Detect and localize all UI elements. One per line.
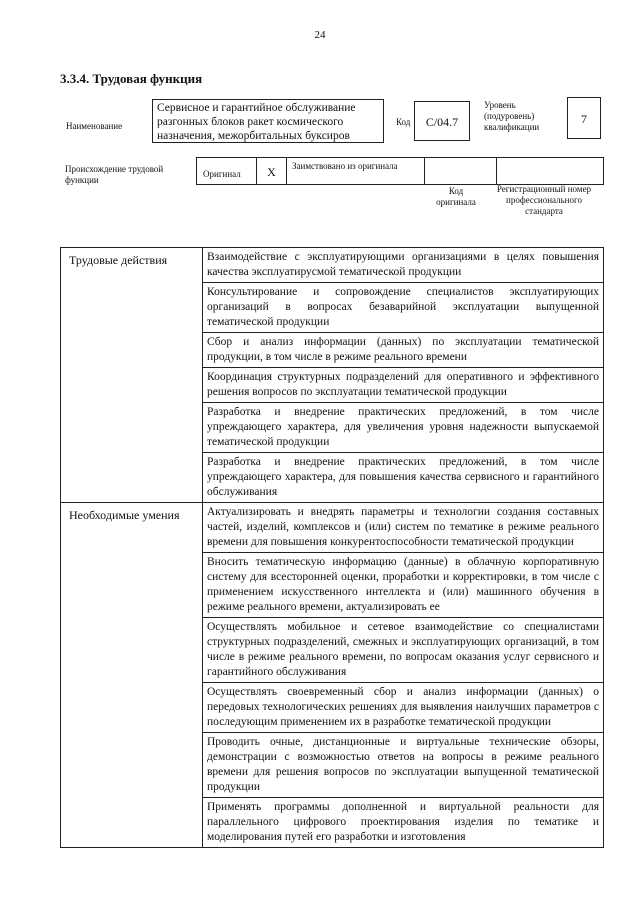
original-mark: X (257, 158, 287, 184)
table-row: Консультирование и сопровождение специалистов эксплуатирующих организаций в вопросах безаварийной эксплуатации выпущенной тематической продукции (203, 283, 603, 333)
code-value: C/04.7 (414, 101, 470, 141)
code-original-caption: Код оригинала (436, 186, 476, 207)
table-row: Разработка и внедрение практических предложений, в том числе упреждающего характера, для увеличения уровня надежности выпускаемой тематической продукции (203, 403, 603, 453)
level-value: 7 (567, 97, 601, 139)
table-row: Координация структурных подразделений для оперативного и эффективного решения вопросов по эксплуатации тематической продукции (203, 368, 603, 403)
table-row: Проводить очные, дистанционные и виртуальные технические обзоры, демонстрации с возможностью ответов на вопросы в режиме реального времени для решения вопросов по эксплуатации выпущенной тематической продукции (203, 733, 603, 798)
function-table (60, 247, 604, 848)
table-row: Применять программы дополненной и виртуальной реальности для параллельного цифрового проектирования изделия по тематике и моделирования путей его разработки и изготовления (207, 801, 599, 843)
borrowed-label: Заимствовано из оригинала (287, 158, 425, 184)
table-row: Осуществлять мобильное и сетевое взаимодействие со специалистами структурных подразделений, смежных и эксплуатирующих организаций, в том числе в режиме реального времени, по вопросам оказания услуг сервисного и гарантийного обслуживания (203, 618, 603, 683)
level-label: Уровень (подуровень) квалификации (484, 100, 540, 132)
origin-reg-cell (497, 158, 603, 184)
section-title: 3.3.4. Трудовая функция (60, 71, 203, 86)
table-row: Вносить тематическую информацию (данные) в облачную корпоративную систему для всесторонней оценки, проработки и корректировки, в том числе с применением искусственного интеллекта и (или) машинного обучения в режиме реального времени, актуализировать ее (203, 553, 603, 618)
group-label: Трудовые действия (61, 248, 203, 502)
group-items (203, 248, 603, 502)
name-label: Наименование (66, 121, 123, 131)
page-number: 24 (314, 29, 326, 41)
code-label: Код (396, 117, 411, 127)
group-items (203, 503, 603, 847)
origin-code-cell (425, 158, 497, 184)
table-row: Взаимодействие с эксплуатирующими организациями в целях повышения качества эксплуатирусмой тематической продукции (203, 248, 603, 283)
original-label: Оригинал (197, 158, 257, 184)
table-row: Сбор и анализ информации (данных) по эксплуатации тематической продукции, в том числе в режиме реального времени (203, 333, 603, 368)
function-name-value: Сервисное и гарантийное обслуживание разгонных блоков ракет космического назначения, межорбитальных буксиров (152, 99, 384, 143)
table-row: Осуществлять своевременный сбор и анализ информации (данных) о передовых технологических решениях для выявления наилучших параметров с последующим применением их в разработке тематической продукции (203, 683, 603, 733)
origin-label: Происхождение трудовой функции (65, 164, 164, 185)
table-row: Разработка и внедрение практических предложений, в том числе упреждающего характера, для повышения качества сервисного и гарантийного обслуживания (207, 456, 599, 498)
reg-number-caption: Регистрационный номер профессионального стандарта (496, 184, 592, 216)
origin-table (196, 157, 604, 185)
table-group (61, 248, 603, 503)
table-row: Актуализировать и внедрять параметры и технологии создания составных частей, изделий, комплексов и (или) систем по тематике в режиме реального времени для повышения конкурентоспособности тематической продукции (203, 503, 603, 553)
table-group (61, 503, 603, 847)
group-label: Необходимые умения (61, 503, 203, 847)
